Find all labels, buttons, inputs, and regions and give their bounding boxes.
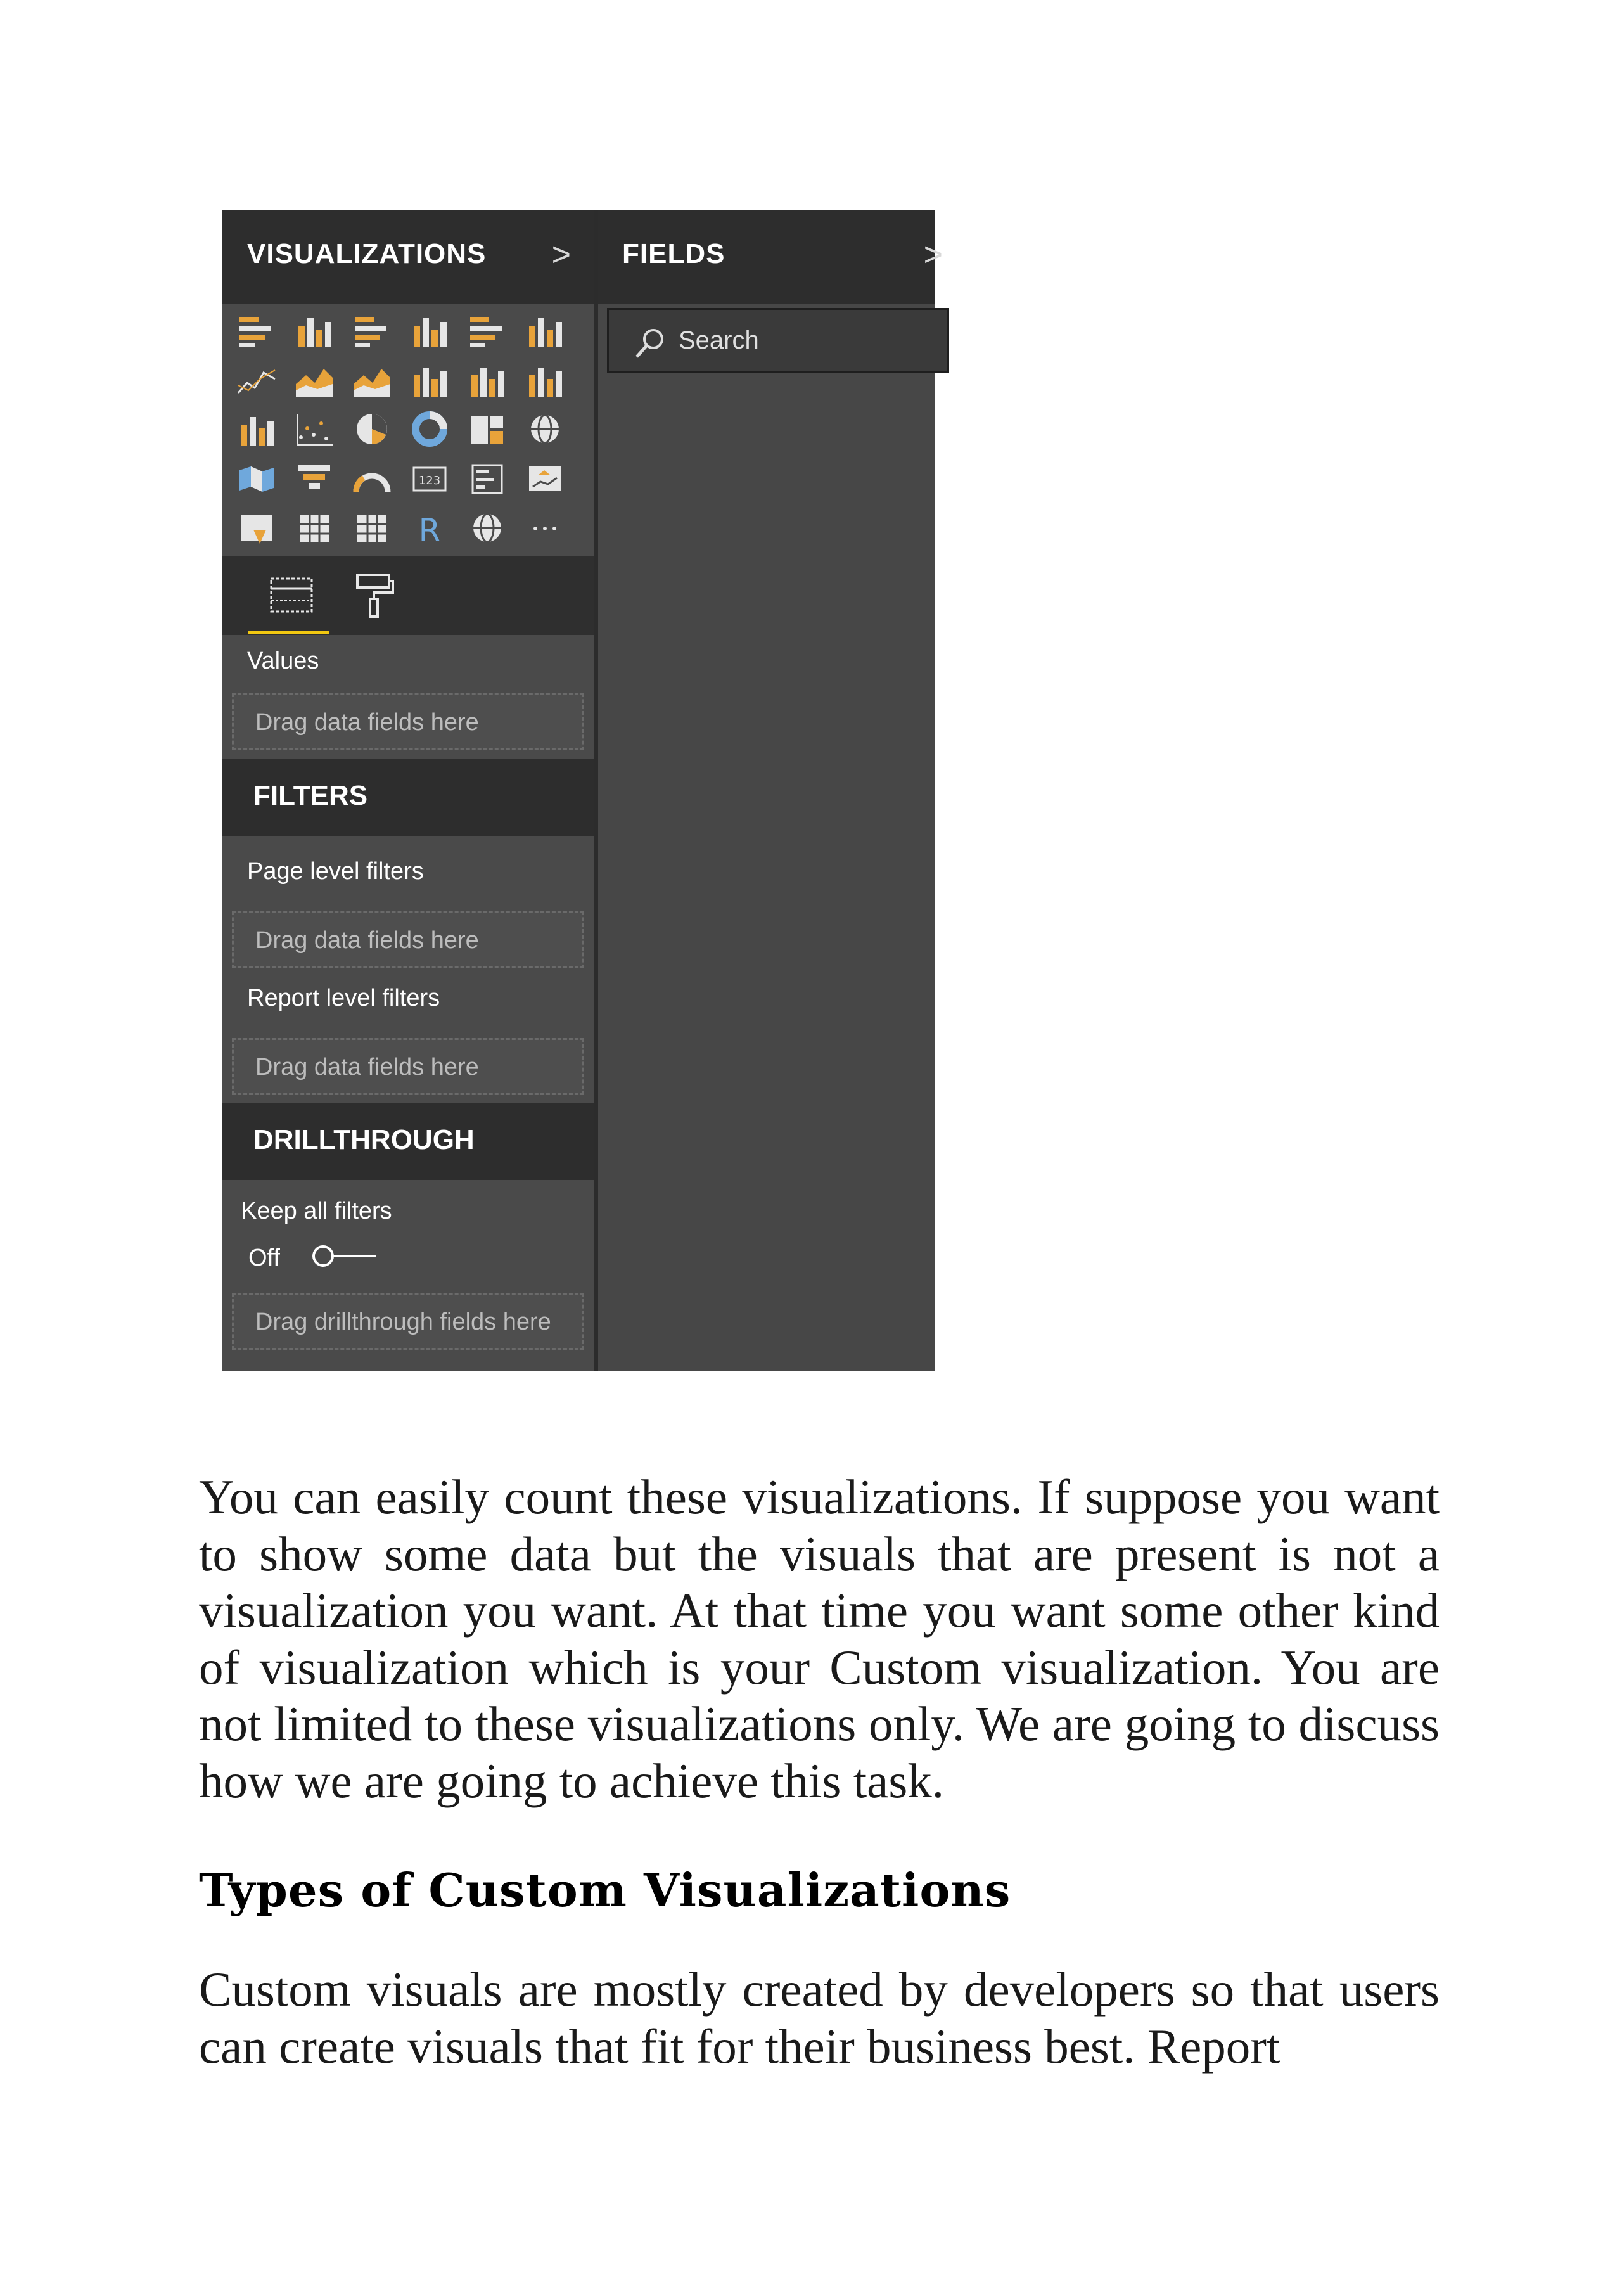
slicer-icon[interactable] [234, 508, 279, 548]
fields-header [598, 210, 943, 304]
search-icon [633, 326, 667, 361]
treemap-icon[interactable] [465, 409, 509, 449]
visualizations-header [222, 210, 594, 304]
clustered-column-chart-icon[interactable] [407, 311, 452, 350]
visualizations-pane [222, 210, 594, 1371]
report-level-filters-label: Report level filters [247, 985, 440, 1011]
drillthrough-drop-well[interactable]: Drag drillthrough fields here [232, 1293, 584, 1350]
table-icon[interactable] [292, 508, 336, 548]
power-bi-panes-screenshot [222, 210, 943, 1371]
page-level-filters-label: Page level filters [247, 858, 424, 885]
values-drop-well[interactable]: Drag data fields here [232, 693, 584, 750]
line-and-clustered-column-chart-icon[interactable] [465, 360, 509, 399]
scatter-chart-icon[interactable] [292, 409, 336, 449]
collapse-visualizations-chevron-icon[interactable]: > [551, 236, 572, 273]
stacked-area-chart-icon[interactable] [350, 360, 394, 399]
waterfall-chart-icon[interactable] [234, 409, 279, 449]
stacked-column-chart-icon[interactable] [292, 311, 336, 350]
fields-tab-icon[interactable] [266, 570, 317, 620]
donut-chart-icon[interactable] [407, 409, 452, 449]
keep-all-filters-label: Keep all filters [241, 1198, 392, 1224]
paragraph-1: You can easily count these visualizations. If suppose you want to show some data but the visuals that are present is not a visualization you want. At that time you want some other kind of visualization which is your Custom visualization. You are not limited to these visualizations only. We are going to discuss how we are going to achieve this task. [199, 1470, 1440, 1808]
visualization-tabs [222, 556, 594, 635]
keep-filters-toggle[interactable] [310, 1243, 380, 1269]
kpi-icon[interactable] [523, 459, 567, 498]
line-and-stacked-column-chart-icon[interactable] [407, 360, 452, 399]
pie-chart-icon[interactable] [350, 409, 394, 449]
collapse-fields-chevron-icon[interactable]: > [923, 236, 943, 273]
map-icon[interactable] [523, 409, 567, 449]
arcgis-map-icon[interactable] [465, 508, 509, 548]
page-filters-drop-well[interactable]: Drag data fields here [232, 911, 584, 968]
card-icon[interactable] [407, 459, 452, 498]
fields-search-box[interactable] [607, 308, 949, 373]
toggle-state-label: Off [248, 1245, 280, 1271]
filled-map-icon[interactable] [234, 459, 279, 498]
multi-row-card-icon[interactable] [465, 459, 509, 498]
clustered-bar-chart-icon[interactable] [350, 311, 394, 350]
area-chart-icon[interactable] [292, 360, 336, 399]
section-heading: Types of Custom Visualizations [199, 1863, 1011, 1917]
format-paint-roller-icon[interactable] [348, 570, 399, 620]
more-visuals-icon[interactable] [523, 508, 567, 548]
search-placeholder: Search [679, 326, 759, 354]
svg-text:R: R [418, 512, 441, 549]
100-stacked-column-chart-icon[interactable] [523, 311, 567, 350]
fields-pane [598, 210, 943, 1371]
active-tab-underline [248, 631, 329, 634]
svg-text:123: 123 [418, 474, 441, 487]
funnel-icon[interactable] [292, 459, 336, 498]
r-script-visual-icon[interactable] [407, 508, 452, 548]
gauge-icon[interactable] [350, 459, 394, 498]
matrix-icon[interactable] [350, 508, 394, 548]
filters-section-header: FILTERS [222, 759, 594, 836]
values-label: Values [247, 648, 319, 674]
drillthrough-section-header: DRILLTHROUGH [222, 1103, 594, 1180]
visualizations-title: VISUALIZATIONS [247, 238, 487, 269]
line-chart-icon[interactable] [234, 360, 279, 399]
paragraph-2: Custom visuals are mostly created by developers so that users can create visuals that fit for their business best. Report [199, 1962, 1440, 2074]
fields-title: FIELDS [622, 238, 725, 269]
visual-type-icon-grid [234, 304, 589, 553]
100-stacked-bar-chart-icon[interactable] [465, 311, 509, 350]
report-filters-drop-well[interactable]: Drag data fields here [232, 1038, 584, 1095]
ribbon-chart-icon[interactable] [523, 360, 567, 399]
stacked-bar-chart-icon[interactable] [234, 311, 279, 350]
